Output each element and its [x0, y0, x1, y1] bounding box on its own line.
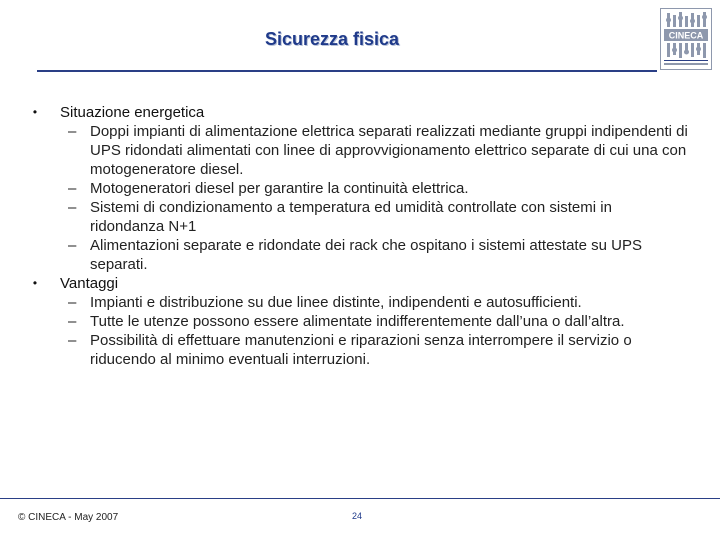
- sub-bullet-item: [30, 312, 690, 331]
- footer-divider: [0, 498, 720, 499]
- sub-bullet-marker: –: [68, 180, 77, 197]
- slide-body: [30, 103, 690, 369]
- sub-bullet-text: Sistemi di condizionamento a temperatura ed umidità controllate con sistemi in ridondanza N+1: [90, 199, 612, 235]
- sub-bullet-text: Doppi impianti di alimentazione elettrica separati realizzati mediante gruppi indipendenti di UPS ridondati alimentati con linee di approvvigionamento elettrico separate di cui una con motogeneratore diesel.: [90, 123, 688, 178]
- sub-bullet-marker: –: [68, 123, 77, 140]
- sub-bullet-marker: –: [68, 332, 77, 349]
- sub-bullet-text: Possibilità di effettuare manutenzioni e riparazioni senza interrompere il servizio o riducendo al minimo eventuali interruzioni.: [90, 332, 632, 368]
- sub-bullet-item: [30, 179, 690, 198]
- bullet-text: Situazione energetica: [60, 104, 205, 121]
- sub-bullet-marker: –: [68, 313, 77, 330]
- sub-bullet-text: Motogeneratori diesel per garantire la continuità elettrica.: [90, 180, 469, 197]
- bullet-item: [30, 274, 690, 293]
- page-number: 24: [352, 511, 363, 521]
- sub-bullet-marker: –: [68, 237, 77, 254]
- sub-bullet-text: Tutte le utenze possono essere alimentate indifferentemente dall’una o dall’altra.: [90, 313, 625, 330]
- cineca-logo-graphic: [661, 9, 711, 69]
- sub-bullet-item: [30, 198, 690, 236]
- bullet-marker: •: [32, 105, 38, 119]
- sub-bullet-marker: –: [68, 294, 77, 311]
- sub-bullet-text: Alimentazioni separate e ridondate dei rack che ospitano i sistemi attestate su UPS separati.: [90, 237, 642, 273]
- sub-bullet-item: [30, 293, 690, 312]
- bullet-text: Vantaggi: [60, 275, 119, 292]
- sub-bullet-item: [30, 236, 690, 274]
- logo-brand-text: CINECA: [668, 30, 704, 41]
- slide-title: Sicurezza fisica: [264, 29, 400, 49]
- sub-bullet-text: Impianti e distribuzione su due linee distinte, indipendenti e autosufficienti.: [90, 294, 582, 311]
- bullet-item: [30, 103, 690, 122]
- sub-bullet-item: [30, 331, 690, 369]
- title-divider: [37, 70, 657, 72]
- cineca-logo: [660, 8, 712, 70]
- bullet-marker: •: [32, 276, 38, 290]
- sub-bullet-marker: –: [68, 199, 77, 216]
- footer-copyright: © CINECA - May 2007: [18, 512, 119, 523]
- sub-bullet-item: [30, 122, 690, 179]
